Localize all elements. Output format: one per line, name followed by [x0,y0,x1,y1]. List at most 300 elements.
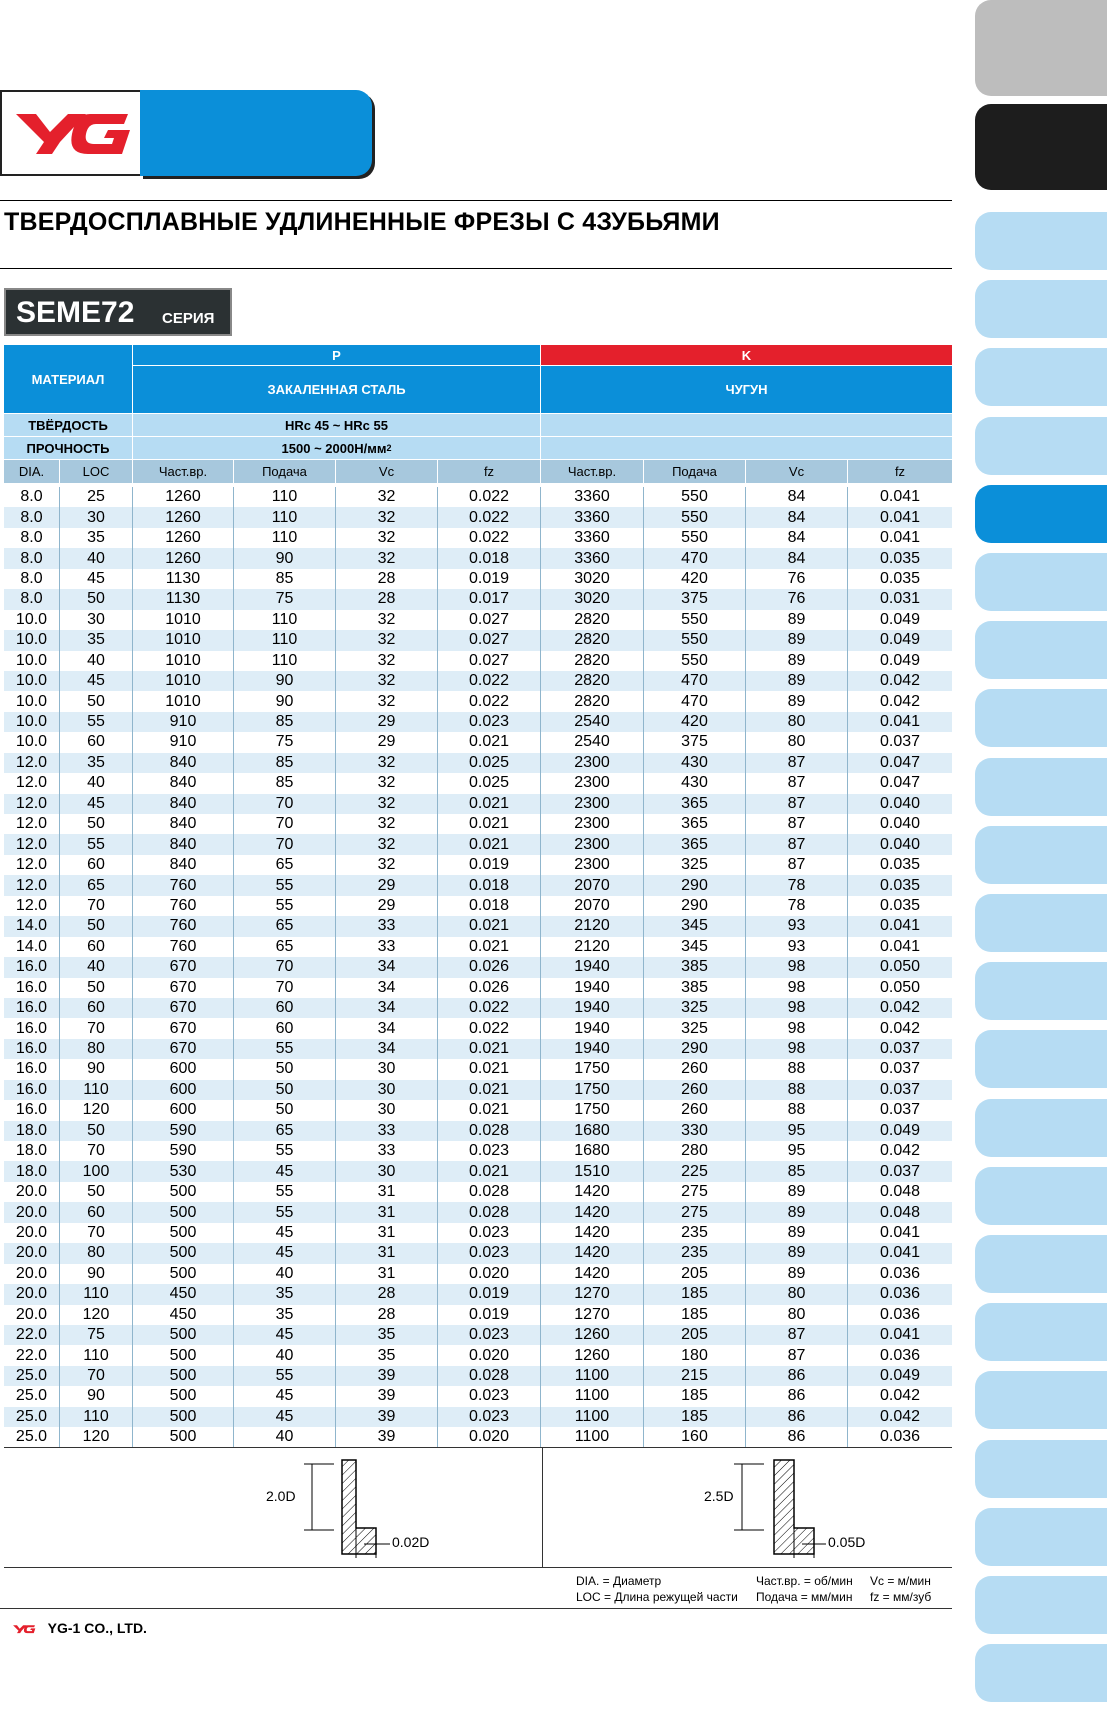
material-p: ЗАКАЛЕННАЯ СТАЛЬ [133,366,541,414]
footer-rule [0,1608,952,1609]
page-title: ТВЕРДОСПЛАВНЫЕ УДЛИНЕННЫЕ ФРЕЗЫ С 4ЗУБЬЯМИ [4,208,720,236]
table-cell: 45 [234,1223,336,1243]
table-cell: 1940 [541,978,644,998]
table-cell: 20.0 [4,1284,60,1304]
strength-p [133,437,541,460]
table-cell: 98 [746,978,848,998]
side-tab-21[interactable] [975,1440,1107,1498]
table-cell: 60 [234,1018,336,1038]
table-cell: 87 [746,773,848,793]
table-cell: 80 [746,1284,848,1304]
table-cell: 2540 [541,732,644,752]
table-cell: 2300 [541,794,644,814]
table-cell: 185 [644,1305,746,1325]
table-cell: 95 [746,1121,848,1141]
table-cell: 0.021 [438,1100,541,1120]
table-cell: 55 [234,1366,336,1386]
table-cell: 60 [60,998,133,1018]
table-cell: 28 [336,1305,438,1325]
table-cell: 0.041 [848,712,952,732]
table-cell: 20.0 [4,1223,60,1243]
table-cell: 0.048 [848,1182,952,1202]
table-cell: 80 [60,1039,133,1059]
table-cell: 0.019 [438,1284,541,1304]
table-cell: 2300 [541,814,644,834]
table-cell: 89 [746,610,848,630]
table-cell: 100 [60,1161,133,1181]
table-cell: 0.040 [848,834,952,854]
table-cell: 260 [644,1100,746,1120]
table-cell: 290 [644,896,746,916]
col-header: fz [848,460,952,483]
table-cell: 70 [234,814,336,834]
table-cell: 70 [60,896,133,916]
table-cell: 80 [60,1243,133,1263]
table-cell: 500 [133,1223,234,1243]
table-cell: 470 [644,671,746,691]
table-cell: 16.0 [4,1100,60,1120]
table-cell: 18.0 [4,1121,60,1141]
table-cell: 0.021 [438,1161,541,1181]
strength-label: ПРОЧНОСТЬ [4,437,133,460]
table-cell: 1420 [541,1202,644,1222]
table-cell: 345 [644,916,746,936]
table-cell: 235 [644,1223,746,1243]
table-cell: 35 [336,1345,438,1365]
side-tab-2[interactable] [975,104,1107,190]
table-cell: 0.050 [848,978,952,998]
table-cell: 10.0 [4,712,60,732]
table-cell: 840 [133,753,234,773]
table-cell: 235 [644,1243,746,1263]
table-cell: 1420 [541,1223,644,1243]
side-tab-13[interactable] [975,894,1107,952]
table-cell: 8.0 [4,487,60,507]
table-cell: 0.021 [438,1059,541,1079]
strength-p-value: 1500 ~ 2000Н/мм [281,440,387,456]
table-cell: 84 [746,507,848,527]
table-cell: 65 [234,855,336,875]
table-cell: 55 [234,1039,336,1059]
table-cell: 110 [234,507,336,527]
table-cell: 88 [746,1100,848,1120]
table-cell: 2120 [541,937,644,957]
table-cell: 87 [746,834,848,854]
col-header: Част.вр. [541,460,644,483]
cutting-data-table [4,345,952,1448]
table-cell: 40 [234,1264,336,1284]
table-cell: 22.0 [4,1345,60,1365]
table-cell: 31 [336,1223,438,1243]
table-cell: 0.023 [438,1325,541,1345]
table-cell: 0.017 [438,589,541,609]
table-cell: 760 [133,875,234,895]
table-cell: 35 [234,1284,336,1304]
table-cell: 600 [133,1100,234,1120]
table-cell: 30 [336,1080,438,1100]
group-k-header: K [541,345,952,366]
table-cell: 34 [336,1018,438,1038]
table-cell: 0.042 [848,1386,952,1406]
table-cell: 0.020 [438,1345,541,1365]
table-cell: 50 [60,1121,133,1141]
table-cell: 89 [746,1202,848,1222]
side-tab-9[interactable] [975,621,1107,679]
table-cell: 110 [60,1080,133,1100]
table-cell: 0.040 [848,814,952,834]
yg-small-logo-icon [4,1621,44,1637]
table-cell: 0.037 [848,732,952,752]
table-cell: 290 [644,1039,746,1059]
table-cell: 39 [336,1366,438,1386]
table-cell: 10.0 [4,651,60,671]
table-cell: 110 [60,1345,133,1365]
table-cell: 1510 [541,1161,644,1181]
table-cell: 39 [336,1407,438,1427]
table-cell: 840 [133,814,234,834]
table-cell: 1010 [133,651,234,671]
table-cell: 2300 [541,834,644,854]
table-cell: 0.022 [438,671,541,691]
table-cell: 55 [234,1141,336,1161]
table-cell: 75 [60,1325,133,1345]
header-blue-panel [140,90,372,176]
title-rule-bottom [0,268,952,269]
table-cell: 160 [644,1427,746,1447]
side-tab-8[interactable] [975,553,1107,611]
table-cell: 1420 [541,1243,644,1263]
table-cell: 0.026 [438,978,541,998]
legend-loc: LOC = Длина режущей части [576,1590,738,1604]
table-cell: 260 [644,1059,746,1079]
table-cell: 88 [746,1059,848,1079]
table-cell: 1270 [541,1305,644,1325]
legend-feed: Подача = мм/мин [756,1590,853,1604]
table-cell: 78 [746,896,848,916]
table-cell: 2300 [541,855,644,875]
table-cell: 89 [746,1243,848,1263]
table-cell: 65 [234,1121,336,1141]
side-tab-18[interactable] [975,1235,1107,1293]
table-cell: 95 [746,1141,848,1161]
side-tab-23[interactable] [975,1576,1107,1634]
table-cell: 50 [234,1100,336,1120]
table-cell: 80 [746,712,848,732]
table-cell: 85 [234,712,336,732]
legend-right [870,1573,931,1605]
table-cell: 0.028 [438,1121,541,1141]
table-cell: 3020 [541,589,644,609]
table-cell: 86 [746,1427,848,1447]
table-cell: 0.028 [438,1182,541,1202]
col-header: fz [438,460,541,483]
table-cell: 0.041 [848,1243,952,1263]
table-cell: 0.036 [848,1264,952,1284]
table-cell: 0.023 [438,712,541,732]
legend-middle [756,1573,853,1605]
table-cell: 1100 [541,1407,644,1427]
side-tab-6[interactable] [975,417,1107,475]
table-cell: 120 [60,1100,133,1120]
table-cell: 1100 [541,1427,644,1447]
table-cell: 0.022 [438,507,541,527]
side-tab-19[interactable] [975,1303,1107,1361]
table-cell: 30 [336,1100,438,1120]
series-label: СЕРИЯ [162,310,215,327]
table-cell: 0.019 [438,1305,541,1325]
side-tab-20[interactable] [975,1371,1107,1429]
header-logo-block [0,90,372,178]
table-cell: 1750 [541,1059,644,1079]
table-cell: 0.022 [438,998,541,1018]
side-tab-11[interactable] [975,758,1107,816]
table-cell: 0.035 [848,855,952,875]
side-tab-10[interactable] [975,689,1107,747]
table-cell: 280 [644,1141,746,1161]
table-cell: 31 [336,1264,438,1284]
table-cell: 430 [644,773,746,793]
profile-diagrams [4,1447,952,1568]
table-cell: 25.0 [4,1407,60,1427]
diagram-p-width: 0.02D [392,1534,430,1550]
table-cell: 39 [336,1386,438,1406]
table-cell: 12.0 [4,773,60,793]
table-cell: 32 [336,487,438,507]
table-cell: 33 [336,937,438,957]
table-cell: 12.0 [4,855,60,875]
table-cell: 16.0 [4,1018,60,1038]
table-cell: 32 [336,855,438,875]
col-header: Подача [234,460,336,483]
table-cell: 16.0 [4,957,60,977]
table-cell: 500 [133,1386,234,1406]
table-cell: 2070 [541,896,644,916]
side-tab-15[interactable] [975,1030,1107,1088]
side-tab-22[interactable] [975,1508,1107,1566]
table-cell: 185 [644,1386,746,1406]
table-cell: 500 [133,1427,234,1447]
table-cell: 20.0 [4,1202,60,1222]
table-cell: 1420 [541,1264,644,1284]
table-cell: 1750 [541,1100,644,1120]
table-cell: 20.0 [4,1182,60,1202]
table-cell: 31 [336,1202,438,1222]
table-cell: 0.041 [848,487,952,507]
table-cell: 89 [746,1182,848,1202]
table-cell: 29 [336,875,438,895]
table-cell: 0.041 [848,1223,952,1243]
table-cell: 32 [336,794,438,814]
table-cell: 98 [746,1039,848,1059]
table-cell: 3360 [541,548,644,568]
table-cell: 760 [133,896,234,916]
table-cell: 0.041 [848,916,952,936]
table-cell: 29 [336,732,438,752]
table-cell: 0.022 [438,1018,541,1038]
side-tab-12[interactable] [975,826,1107,884]
side-tab-7[interactable] [975,485,1107,543]
table-cell: 39 [336,1427,438,1447]
table-cell: 1260 [541,1345,644,1365]
table-cell: 0.023 [438,1141,541,1161]
table-cell: 215 [644,1366,746,1386]
table-cell: 1260 [133,507,234,527]
table-cell: 45 [60,671,133,691]
table-cell: 420 [644,569,746,589]
side-tab-17[interactable] [975,1167,1107,1225]
legend-dia: DIA. = Диаметр [576,1574,662,1588]
table-cell: 8.0 [4,589,60,609]
table-cell: 55 [234,1182,336,1202]
table-cell: 10.0 [4,630,60,650]
table-cell: 0.020 [438,1264,541,1284]
col-header: Част.вр. [133,460,234,483]
table-cell: 2820 [541,651,644,671]
table-cell: 0.042 [848,1407,952,1427]
table-cell: 110 [60,1284,133,1304]
table-cell: 840 [133,773,234,793]
table-cell: 55 [60,712,133,732]
table-cell: 85 [234,773,336,793]
table-cell: 87 [746,753,848,773]
legend-vc: Vc = м/мин [870,1574,931,1588]
footer-company [4,1620,147,1637]
table-cell: 87 [746,814,848,834]
table-cell: 840 [133,855,234,875]
table-cell: 18.0 [4,1141,60,1161]
table-cell: 60 [60,732,133,752]
table-cell: 0.021 [438,814,541,834]
table-cell: 40 [60,957,133,977]
side-tab-24[interactable] [975,1644,1107,1702]
table-cell: 32 [336,834,438,854]
table-cell: 0.018 [438,896,541,916]
side-tab-4[interactable] [975,280,1107,338]
table-cell: 50 [60,978,133,998]
table-cell: 32 [336,528,438,548]
table-cell: 65 [60,875,133,895]
table-cell: 84 [746,548,848,568]
side-tab-16[interactable] [975,1099,1107,1157]
table-cell: 40 [234,1345,336,1365]
table-cell: 500 [133,1345,234,1365]
table-cell: 0.022 [438,691,541,711]
side-tab-5[interactable] [975,348,1107,406]
table-cell: 275 [644,1202,746,1222]
table-cell: 60 [60,1202,133,1222]
strength-k [541,437,952,460]
table-cell: 260 [644,1080,746,1100]
table-cell: 2070 [541,875,644,895]
table-cell: 60 [60,855,133,875]
table-cell: 88 [746,1080,848,1100]
table-cell: 80 [746,1305,848,1325]
table-cell: 34 [336,1039,438,1059]
col-header: Подача [644,460,746,483]
table-cell: 0.040 [848,794,952,814]
table-cell: 110 [234,528,336,548]
table-cell: 98 [746,998,848,1018]
table-cell: 28 [336,569,438,589]
table-cell: 3360 [541,487,644,507]
table-cell: 40 [234,1427,336,1447]
table-cell: 110 [234,610,336,630]
table-cell: 0.049 [848,1121,952,1141]
table-cell: 0.042 [848,1018,952,1038]
table-cell: 670 [133,1039,234,1059]
table-cell: 2820 [541,630,644,650]
table-cell: 75 [234,732,336,752]
table-cell: 65 [234,937,336,957]
table-cell: 0.042 [848,1141,952,1161]
table-cell: 1100 [541,1386,644,1406]
table-cell: 110 [234,630,336,650]
table-cell: 84 [746,528,848,548]
table-cell: 85 [234,753,336,773]
title-rule-top [0,200,952,201]
table-cell: 0.021 [438,732,541,752]
table-cell: 22.0 [4,1325,60,1345]
diagram-k-depth: 2.5D [704,1488,734,1504]
table-cell: 75 [234,589,336,609]
table-cell: 32 [336,691,438,711]
series-name: SEME72 [16,296,135,329]
side-tab-3[interactable] [975,212,1107,270]
table-cell: 32 [336,814,438,834]
col-header: Vc [336,460,438,483]
table-cell: 35 [234,1305,336,1325]
side-tab-14[interactable] [975,962,1107,1020]
table-cell: 0.019 [438,569,541,589]
table-cell: 29 [336,896,438,916]
table-cell: 45 [234,1325,336,1345]
table-cell: 330 [644,1121,746,1141]
table-cell: 0.037 [848,1039,952,1059]
table-cell: 45 [60,569,133,589]
table-cell: 25.0 [4,1366,60,1386]
table-cell: 470 [644,548,746,568]
side-tab-1[interactable] [975,0,1107,96]
table-cell: 86 [746,1366,848,1386]
table-cell: 89 [746,691,848,711]
table-cell: 28 [336,589,438,609]
table-cell: 0.037 [848,1161,952,1181]
table-cell: 550 [644,528,746,548]
table-cell: 2300 [541,773,644,793]
table-cell: 70 [234,957,336,977]
table-cell: 185 [644,1407,746,1427]
table-cell: 65 [234,916,336,936]
table-cell: 32 [336,507,438,527]
table-cell: 365 [644,814,746,834]
table-cell: 30 [60,610,133,630]
table-cell: 1010 [133,691,234,711]
table-cell: 18.0 [4,1161,60,1181]
table-cell: 500 [133,1243,234,1263]
table-cell: 0.049 [848,630,952,650]
table-cell: 1940 [541,1018,644,1038]
table-cell: 0.037 [848,1080,952,1100]
table-cell: 0.047 [848,753,952,773]
table-cell: 16.0 [4,1059,60,1079]
table-cell: 0.037 [848,1100,952,1120]
table-cell: 345 [644,937,746,957]
table-cell: 0.037 [848,1059,952,1079]
table-cell: 40 [60,651,133,671]
table-cell: 0.036 [848,1305,952,1325]
table-cell: 10.0 [4,671,60,691]
table-cell: 87 [746,1345,848,1365]
